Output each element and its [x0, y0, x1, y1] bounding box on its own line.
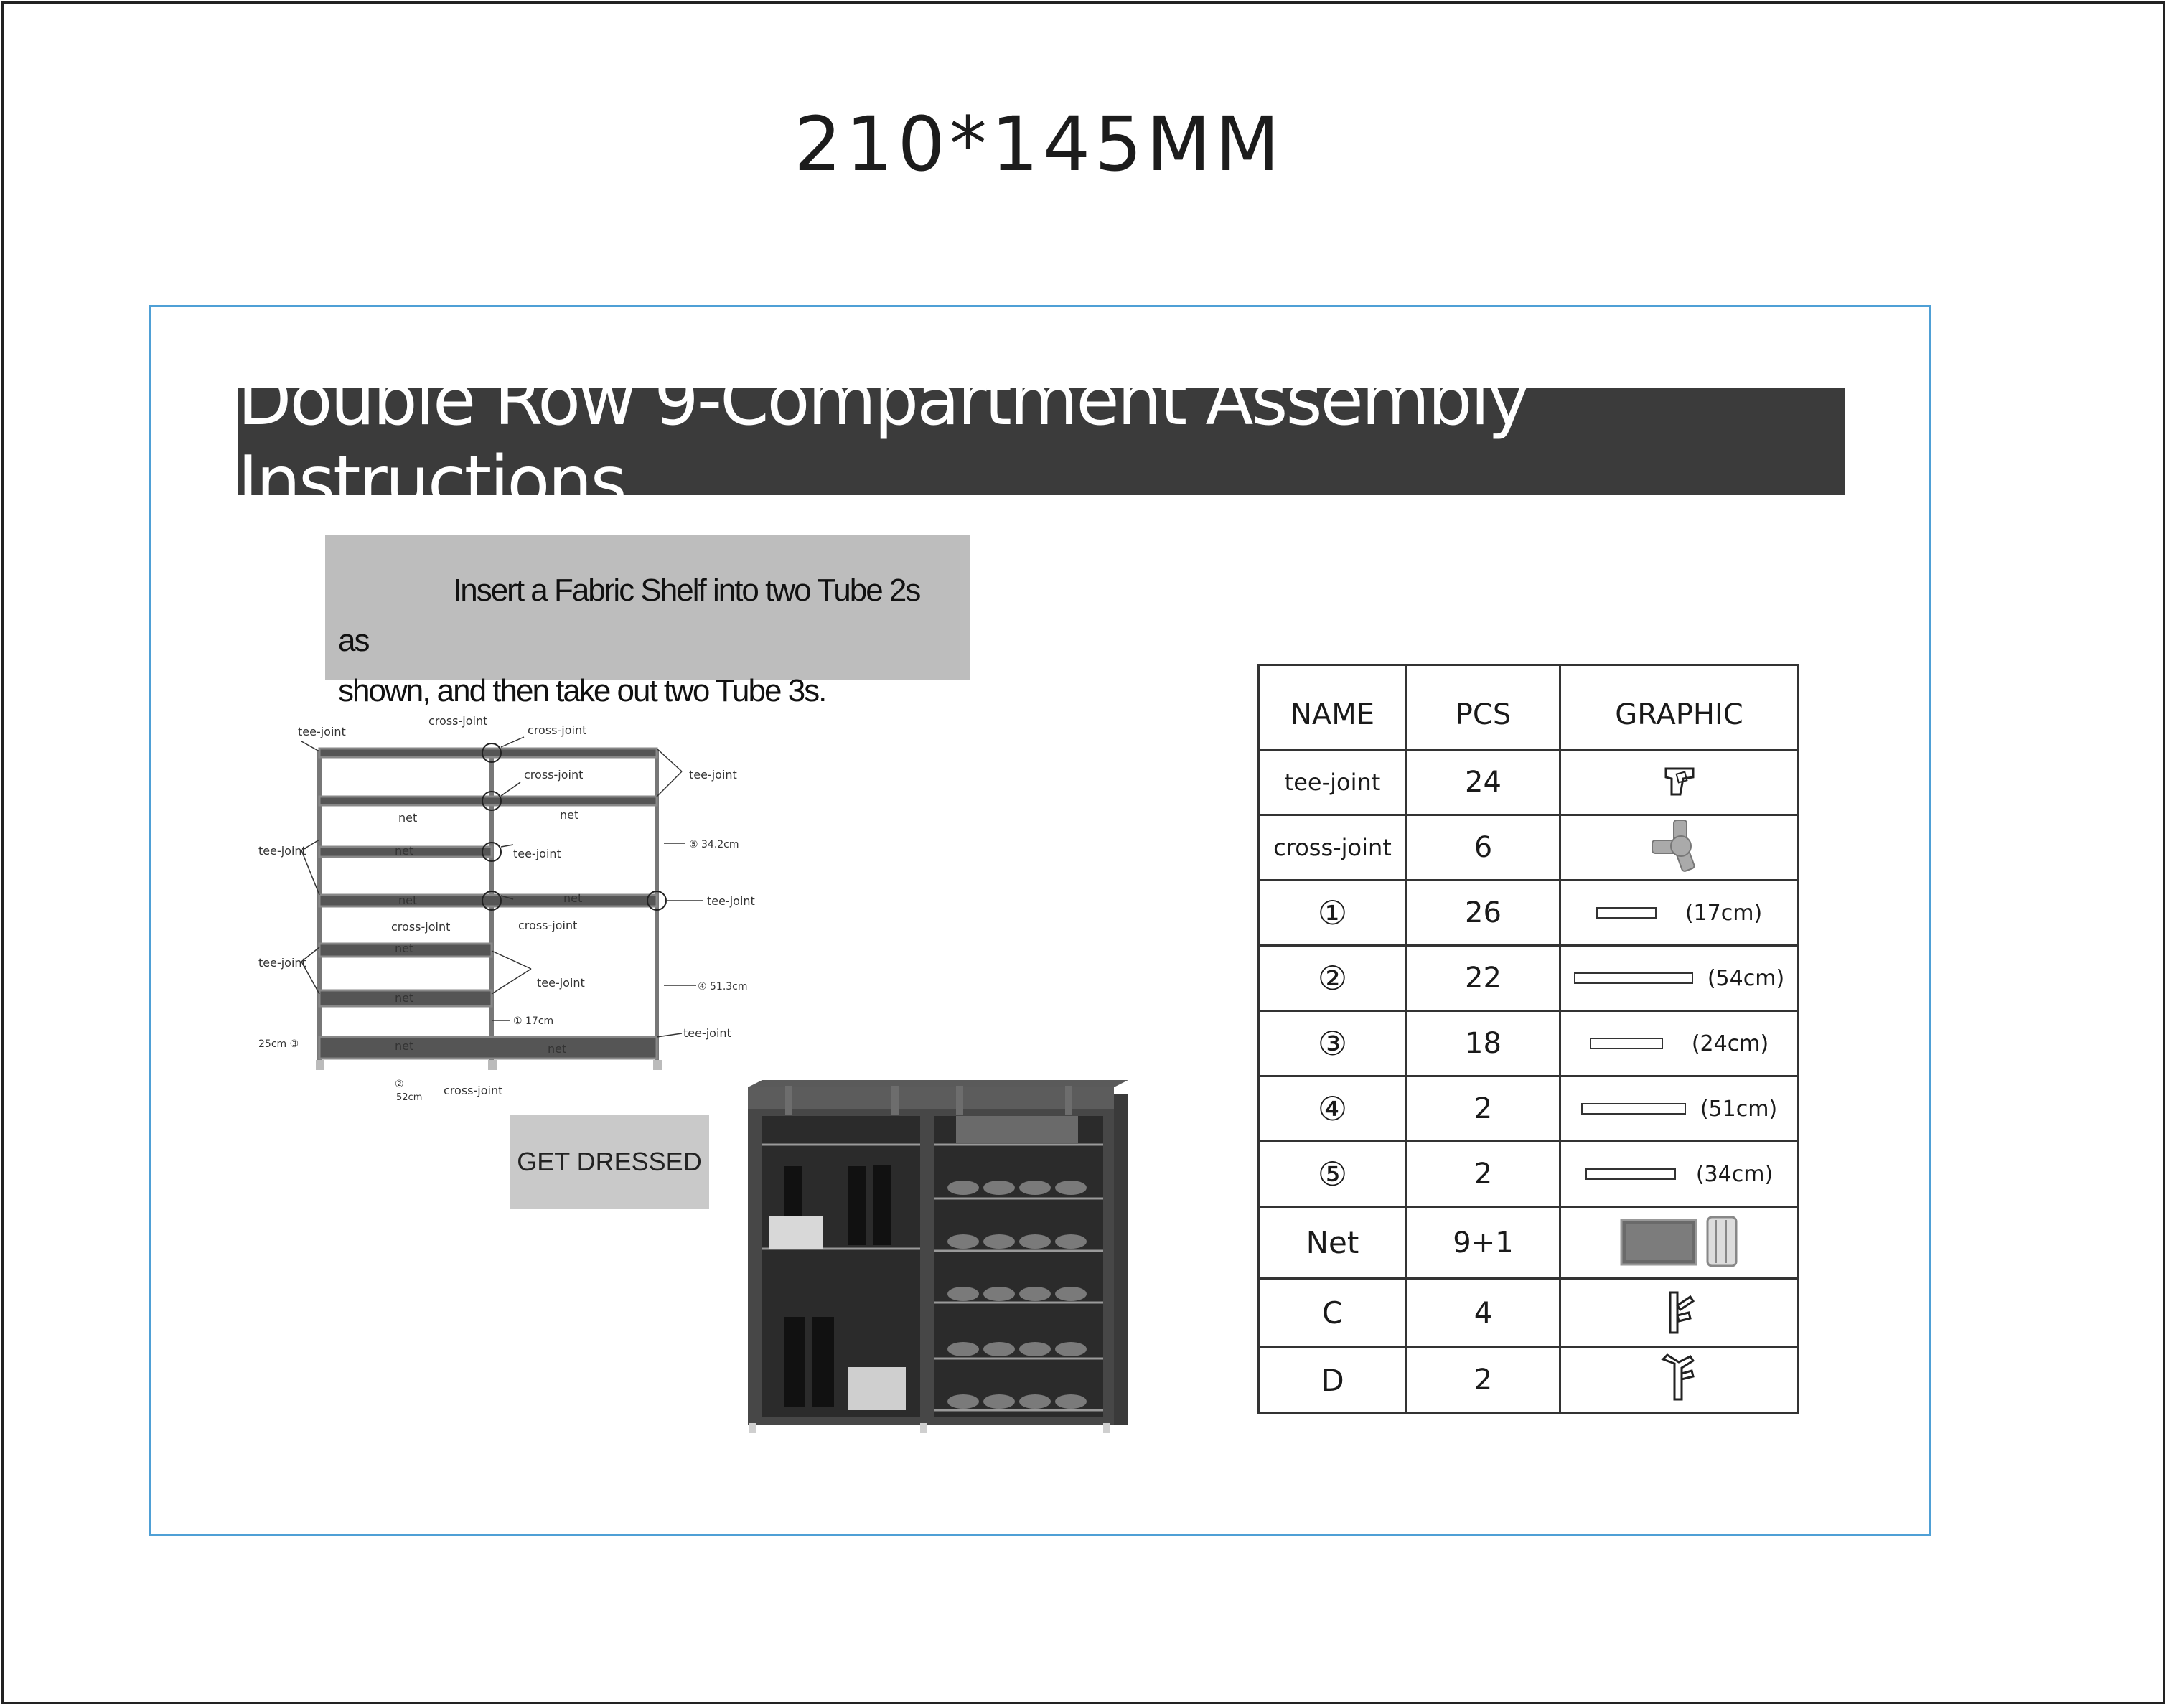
tube-icon — [1596, 907, 1657, 919]
row-pcs: 2 — [1407, 1076, 1560, 1142]
row-pcs: 4 — [1407, 1279, 1560, 1348]
label-net-6: net — [395, 942, 414, 955]
row-pcs: 9+1 — [1407, 1207, 1560, 1279]
shoe-rack-photo — [741, 1080, 1143, 1439]
table-row — [1259, 881, 1799, 946]
title-text: Double Row 9-Compartment Assembly Instructions — [238, 360, 1527, 523]
title-banner — [238, 360, 1845, 523]
row-name: D — [1259, 1348, 1407, 1413]
tube-icon — [1590, 1038, 1663, 1049]
tube-icon — [1574, 972, 1693, 984]
instruction-line-2: shown, and then take out two Tube 3s. — [338, 673, 826, 708]
table-row — [1259, 1011, 1799, 1076]
label-dim-34: ⑤ 34.2cm — [689, 839, 739, 850]
label-net-8: net — [395, 1039, 414, 1053]
instruction-line-1: Insert a Fabric Shelf into two Tube 2s as — [338, 573, 920, 658]
tube-length: (54cm) — [1707, 965, 1785, 991]
label-dim-25: 25cm ③ — [258, 1038, 299, 1050]
header-pcs: PCS — [1407, 665, 1560, 750]
label-cross-joint-2: cross-joint — [528, 723, 587, 737]
label-net-1: net — [398, 811, 418, 825]
label-dim-17: ① 17cm — [513, 1015, 554, 1027]
label-cross-joint-4: cross-joint — [391, 920, 451, 934]
tube-54-graphic — [1560, 946, 1799, 1011]
row-name: ③ — [1259, 1011, 1407, 1076]
row-pcs: 18 — [1407, 1011, 1560, 1076]
label-tee-joint-3: tee-joint — [258, 844, 306, 858]
row-name: Net — [1259, 1207, 1407, 1279]
label-tee-joint-2: tee-joint — [689, 768, 737, 782]
label-net-3: net — [395, 844, 414, 858]
row-pcs: 2 — [1407, 1348, 1560, 1413]
row-pcs: 6 — [1407, 815, 1560, 881]
row-pcs: 22 — [1407, 946, 1560, 1011]
assembly-diagram — [258, 707, 775, 1102]
row-name: ② — [1259, 946, 1407, 1011]
row-pcs: 2 — [1407, 1142, 1560, 1207]
table-row — [1259, 946, 1799, 1011]
row-name: ⑤ — [1259, 1142, 1407, 1207]
label-tee-joint-4: tee-joint — [513, 847, 561, 860]
parts-table — [1257, 664, 1799, 1414]
row-name: C — [1259, 1279, 1407, 1348]
label-tee-joint-7: tee-joint — [537, 976, 585, 990]
tube-34-graphic — [1560, 1142, 1799, 1207]
table-row — [1259, 1142, 1799, 1207]
tube-icon — [1585, 1168, 1676, 1180]
size-label: 210*145MM — [794, 100, 1284, 188]
label-tee-joint-8: tee-joint — [683, 1026, 731, 1040]
row-pcs: 24 — [1407, 750, 1560, 815]
tube-24-graphic — [1560, 1011, 1799, 1076]
header-name: NAME — [1259, 665, 1407, 750]
label-cross-joint-6: cross-joint — [444, 1084, 503, 1097]
row-name: ① — [1259, 881, 1407, 946]
tube-51-graphic — [1560, 1076, 1799, 1142]
connector-c-icon — [1560, 1279, 1799, 1348]
tube-icon — [1581, 1103, 1686, 1115]
label-net-7: net — [395, 991, 414, 1005]
table-row — [1259, 815, 1799, 881]
tube-17-graphic — [1560, 881, 1799, 946]
label-net-5: net — [563, 891, 583, 905]
tee-joint-icon — [1560, 750, 1799, 815]
header-graphic: GRAPHIC — [1560, 665, 1799, 750]
row-name: tee-joint — [1259, 750, 1407, 815]
tube-length: (17cm) — [1685, 900, 1763, 926]
table-row — [1259, 1348, 1799, 1413]
label-cross-joint-5: cross-joint — [518, 919, 578, 932]
label-net-2: net — [560, 808, 579, 822]
get-dressed-label — [510, 1115, 709, 1209]
tube-length: (24cm) — [1691, 1031, 1769, 1056]
label-net-9: net — [548, 1042, 567, 1056]
get-dressed-text: GET DRESSED — [517, 1147, 702, 1176]
label-net-4: net — [398, 893, 418, 907]
table-row — [1259, 1076, 1799, 1142]
table-header-row — [1259, 665, 1799, 750]
label-dim-52: 52cm — [396, 1092, 423, 1102]
label-cross-joint-3: cross-joint — [524, 768, 584, 782]
label-cross-joint-1: cross-joint — [428, 714, 488, 728]
table-row — [1259, 1279, 1799, 1348]
row-name: ④ — [1259, 1076, 1407, 1142]
label-tee-joint-5: tee-joint — [707, 894, 755, 908]
net-icon — [1560, 1207, 1799, 1279]
table-row — [1259, 750, 1799, 815]
table-row — [1259, 1207, 1799, 1279]
tube-length: (34cm) — [1695, 1161, 1774, 1187]
connector-d-icon — [1560, 1348, 1799, 1413]
label-tee-joint-1: tee-joint — [298, 725, 346, 738]
cross-joint-icon — [1560, 815, 1799, 881]
tube-length: (51cm) — [1700, 1096, 1778, 1122]
label-circle-2: ② — [395, 1079, 404, 1090]
row-pcs: 26 — [1407, 881, 1560, 946]
label-dim-51: ④ 51.3cm — [698, 981, 748, 993]
instruction-box — [325, 535, 970, 708]
row-name: cross-joint — [1259, 815, 1407, 881]
label-tee-joint-6: tee-joint — [258, 956, 306, 970]
